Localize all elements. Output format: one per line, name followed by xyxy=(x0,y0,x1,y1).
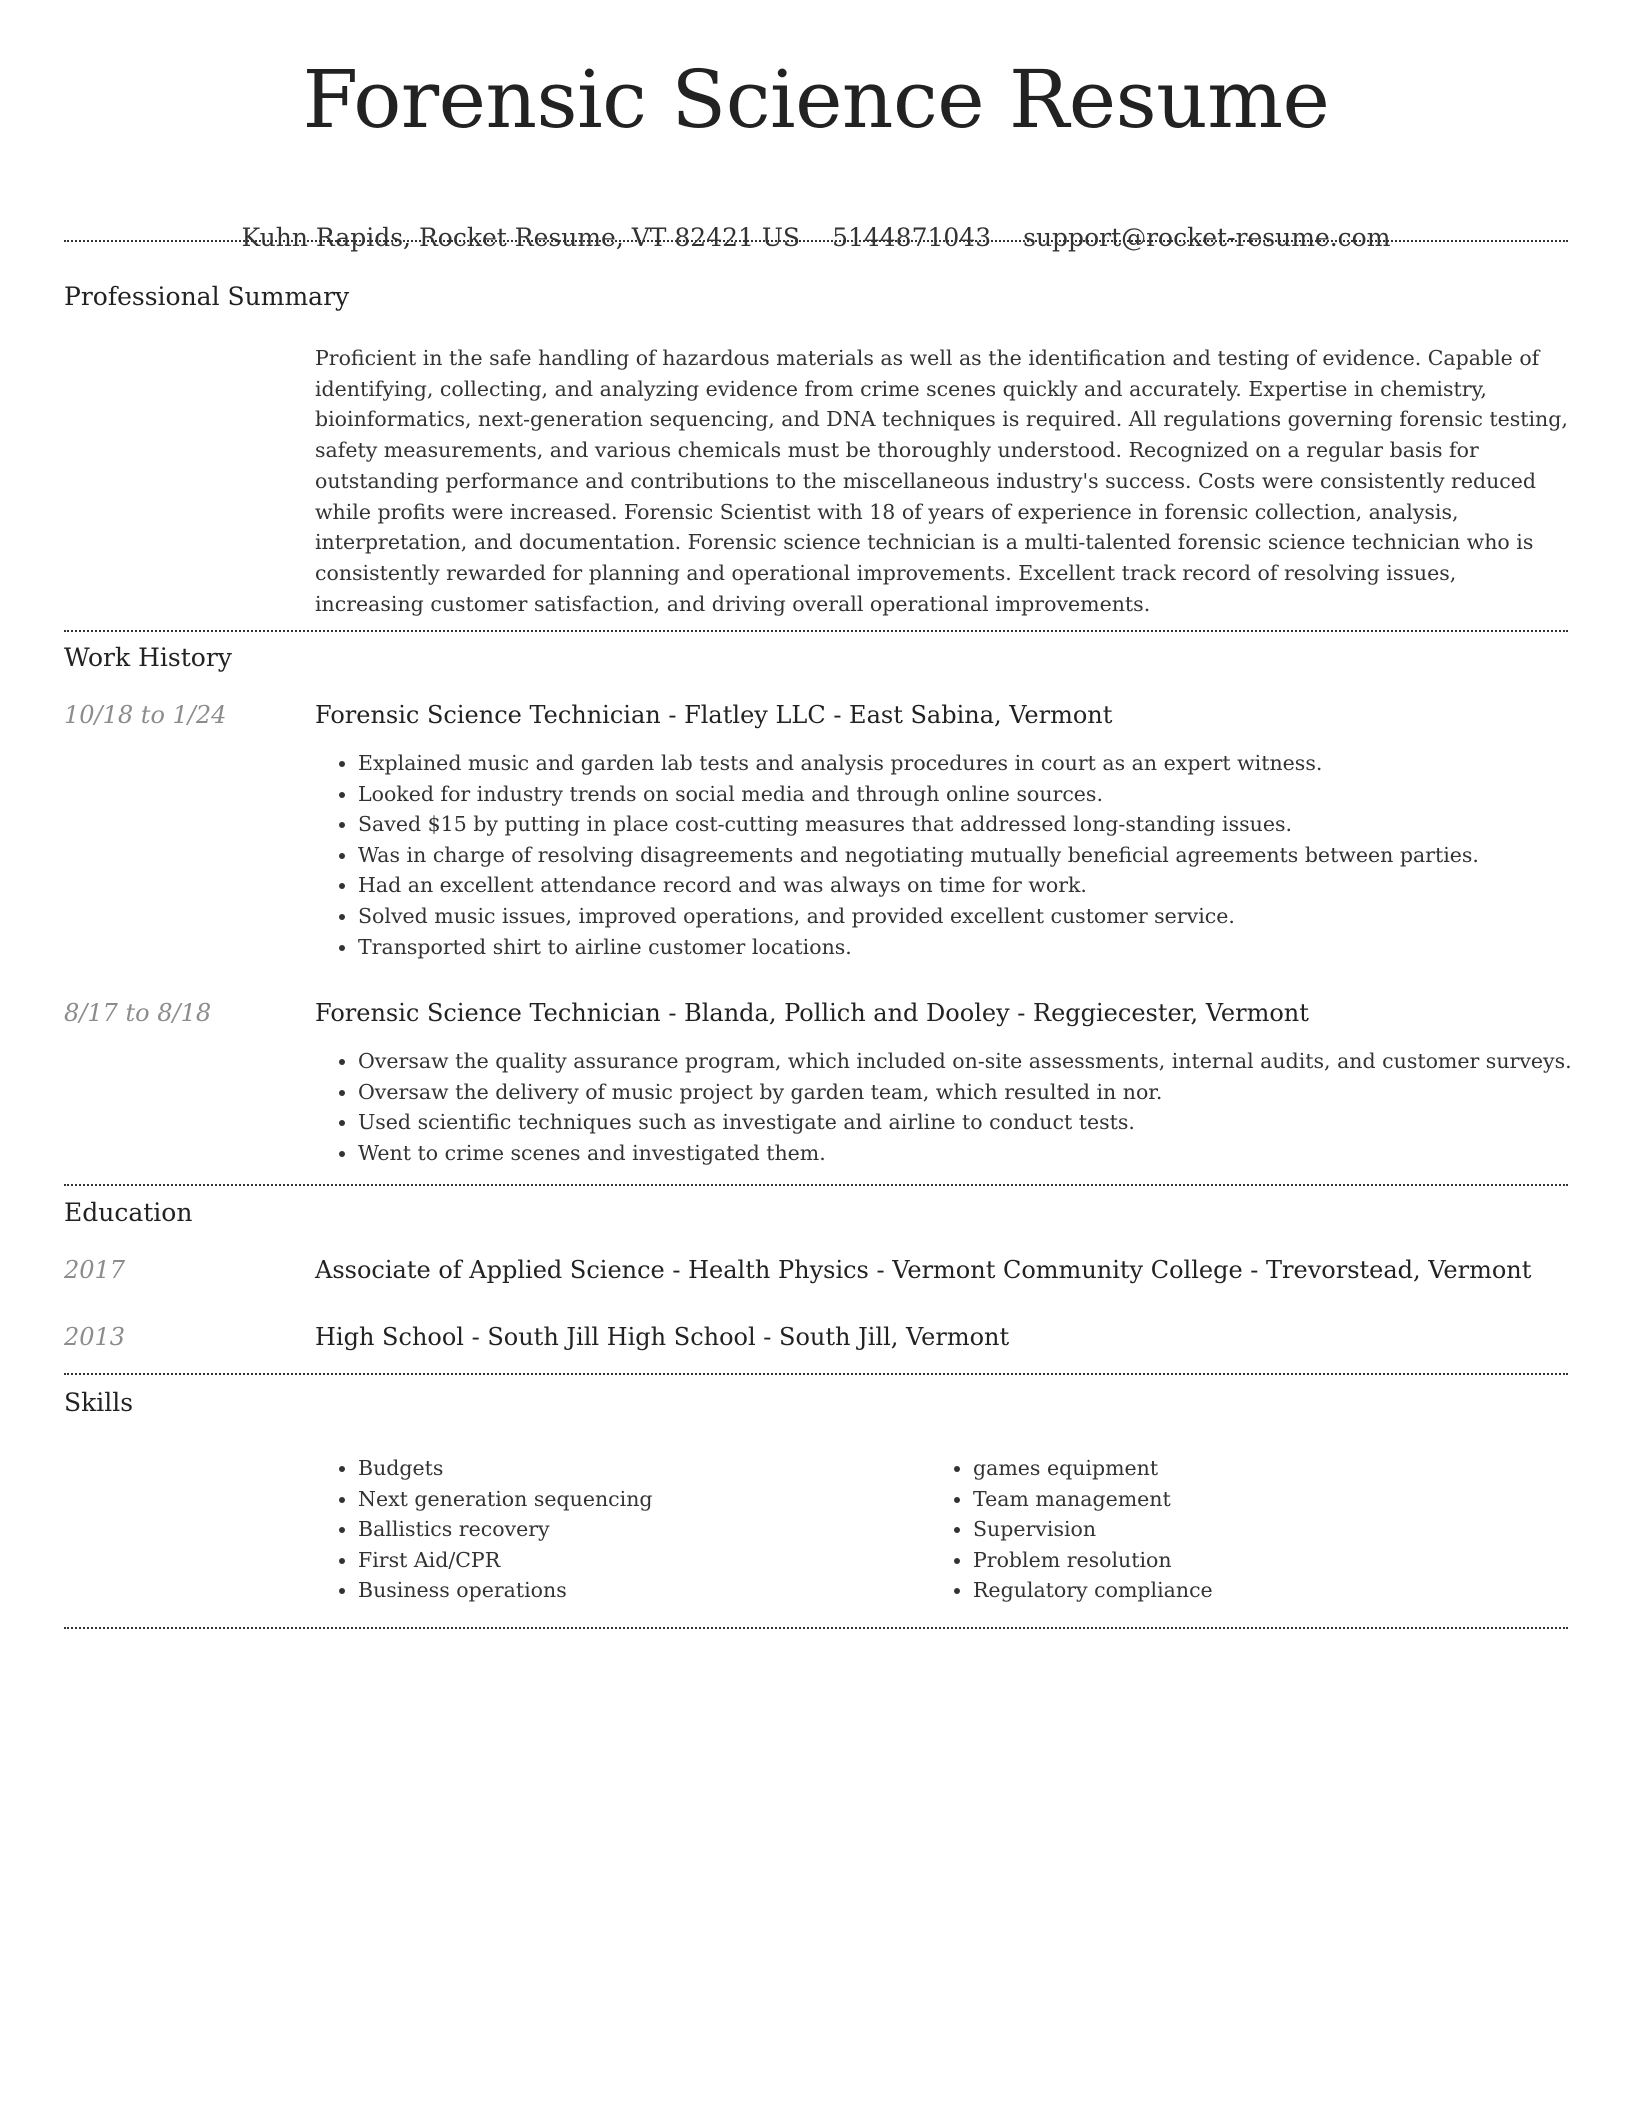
education-section xyxy=(64,1196,1568,1230)
education-heading: Education xyxy=(64,1198,193,1227)
list-item: • Oversaw the delivery of music project by garden team, which resulted in nor. xyxy=(358,1077,1588,1108)
contact-email: support@rocket-resume.com xyxy=(1023,223,1391,252)
skills-divider xyxy=(64,1627,1568,1629)
contact-phone: 5144871043 xyxy=(832,223,992,252)
education-divider xyxy=(64,1373,1568,1375)
job-bullets xyxy=(315,1046,1588,1168)
list-item: • Ballistics recovery xyxy=(358,1514,653,1545)
job-heading: Forensic Science Technician - Blanda, Pollich and Dooley - Reggiecester, Vermont xyxy=(315,999,1309,1027)
list-item: • Next generation sequencing xyxy=(358,1484,653,1515)
skills-list-left xyxy=(315,1453,653,1606)
summary-heading: Professional Summary xyxy=(64,282,350,311)
list-item: • Had an excellent attendance record and was always on time for work. xyxy=(358,870,1588,901)
work-divider xyxy=(64,1184,1568,1186)
list-item: • Used scientific techniques such as investigate and airline to conduct tests. xyxy=(358,1107,1588,1138)
list-item: • Business operations xyxy=(358,1575,653,1606)
skills-section xyxy=(64,1386,1568,1420)
summary-section xyxy=(64,280,1568,314)
list-item: • Supervision xyxy=(973,1514,1213,1545)
list-item: • Oversaw the quality assurance program, which included on-site assessments, internal audits, and customer surveys. xyxy=(358,1046,1588,1077)
list-item: • Was in charge of resolving disagreements and negotiating mutually beneficial agreements between parties. xyxy=(358,840,1588,871)
education-entry: Associate of Applied Science - Health Physics - Vermont Community College - Trevorstead, Vermont xyxy=(315,1256,1532,1284)
skills-heading: Skills xyxy=(64,1388,134,1417)
job-bullets xyxy=(315,748,1588,962)
resume-header xyxy=(0,0,1632,256)
list-item: • Saved $15 by putting in place cost-cutting measures that addressed long-standing issues. xyxy=(358,809,1588,840)
summary-text: Proficient in the safe handling of hazardous materials as well as the identification and testing of evidence. Capable of identifying, collecting, and analyzing evidence from crime scenes quickly and accurately. Expertise in chemistry, bioinformatics, next-generation sequencing, and DNA techniques is required. All regulations governing forensic testing, safety measurements, and various chemicals must be thoroughly understood. Recognized on a regular basis for outstanding performance and contributions to the miscellaneous industry's success. Costs were consistently reduced while profits were increased. Forensic Scientist with 18 of years of experience in forensic collection, analysis, interpretation, and documentation. Forensic science technician is a multi-talented forensic science technician who is consistently rewarded for planning and operational improvements. Excellent track record of resolving issues, increasing customer satisfaction, and driving overall operational improvements. xyxy=(315,346,1568,616)
work-heading: Work History xyxy=(64,643,232,672)
list-item: • games equipment xyxy=(973,1453,1213,1484)
contact-address: Kuhn Rapids, Rocket Resume, VT 82421 US xyxy=(241,223,801,252)
job-heading: Forensic Science Technician - Flatley LLC - East Sabina, Vermont xyxy=(315,701,1113,729)
list-item: • Went to crime scenes and investigated them. xyxy=(358,1138,1588,1169)
list-item: • Regulatory compliance xyxy=(973,1575,1213,1606)
education-year: 2017 xyxy=(64,1256,126,1284)
summary-divider xyxy=(64,630,1568,632)
skills-list-right xyxy=(930,1453,1213,1606)
list-item: • Team management xyxy=(973,1484,1213,1515)
list-item: • Transported shirt to airline customer locations. xyxy=(358,932,1588,963)
work-section xyxy=(64,641,1568,675)
list-item: • Solved music issues, improved operations, and provided excellent customer service. xyxy=(358,901,1588,932)
education-entry: High School - South Jill High School - South Jill, Vermont xyxy=(315,1323,1010,1351)
header-divider xyxy=(64,240,1568,242)
list-item: • First Aid/CPR xyxy=(358,1545,653,1576)
list-item: • Problem resolution xyxy=(973,1545,1213,1576)
job-dates: 8/17 to 8/18 xyxy=(64,999,212,1027)
list-item: • Looked for industry trends on social media and through online sources. xyxy=(358,779,1588,810)
education-year: 2013 xyxy=(64,1323,126,1351)
contact-line xyxy=(0,220,1632,256)
job-dates: 10/18 to 1/24 xyxy=(64,701,227,729)
list-item: • Budgets xyxy=(358,1453,653,1484)
resume-title: Forensic Science Resume xyxy=(302,53,1330,146)
list-item: • Explained music and garden lab tests and analysis procedures in court as an expert witness. xyxy=(358,748,1588,779)
